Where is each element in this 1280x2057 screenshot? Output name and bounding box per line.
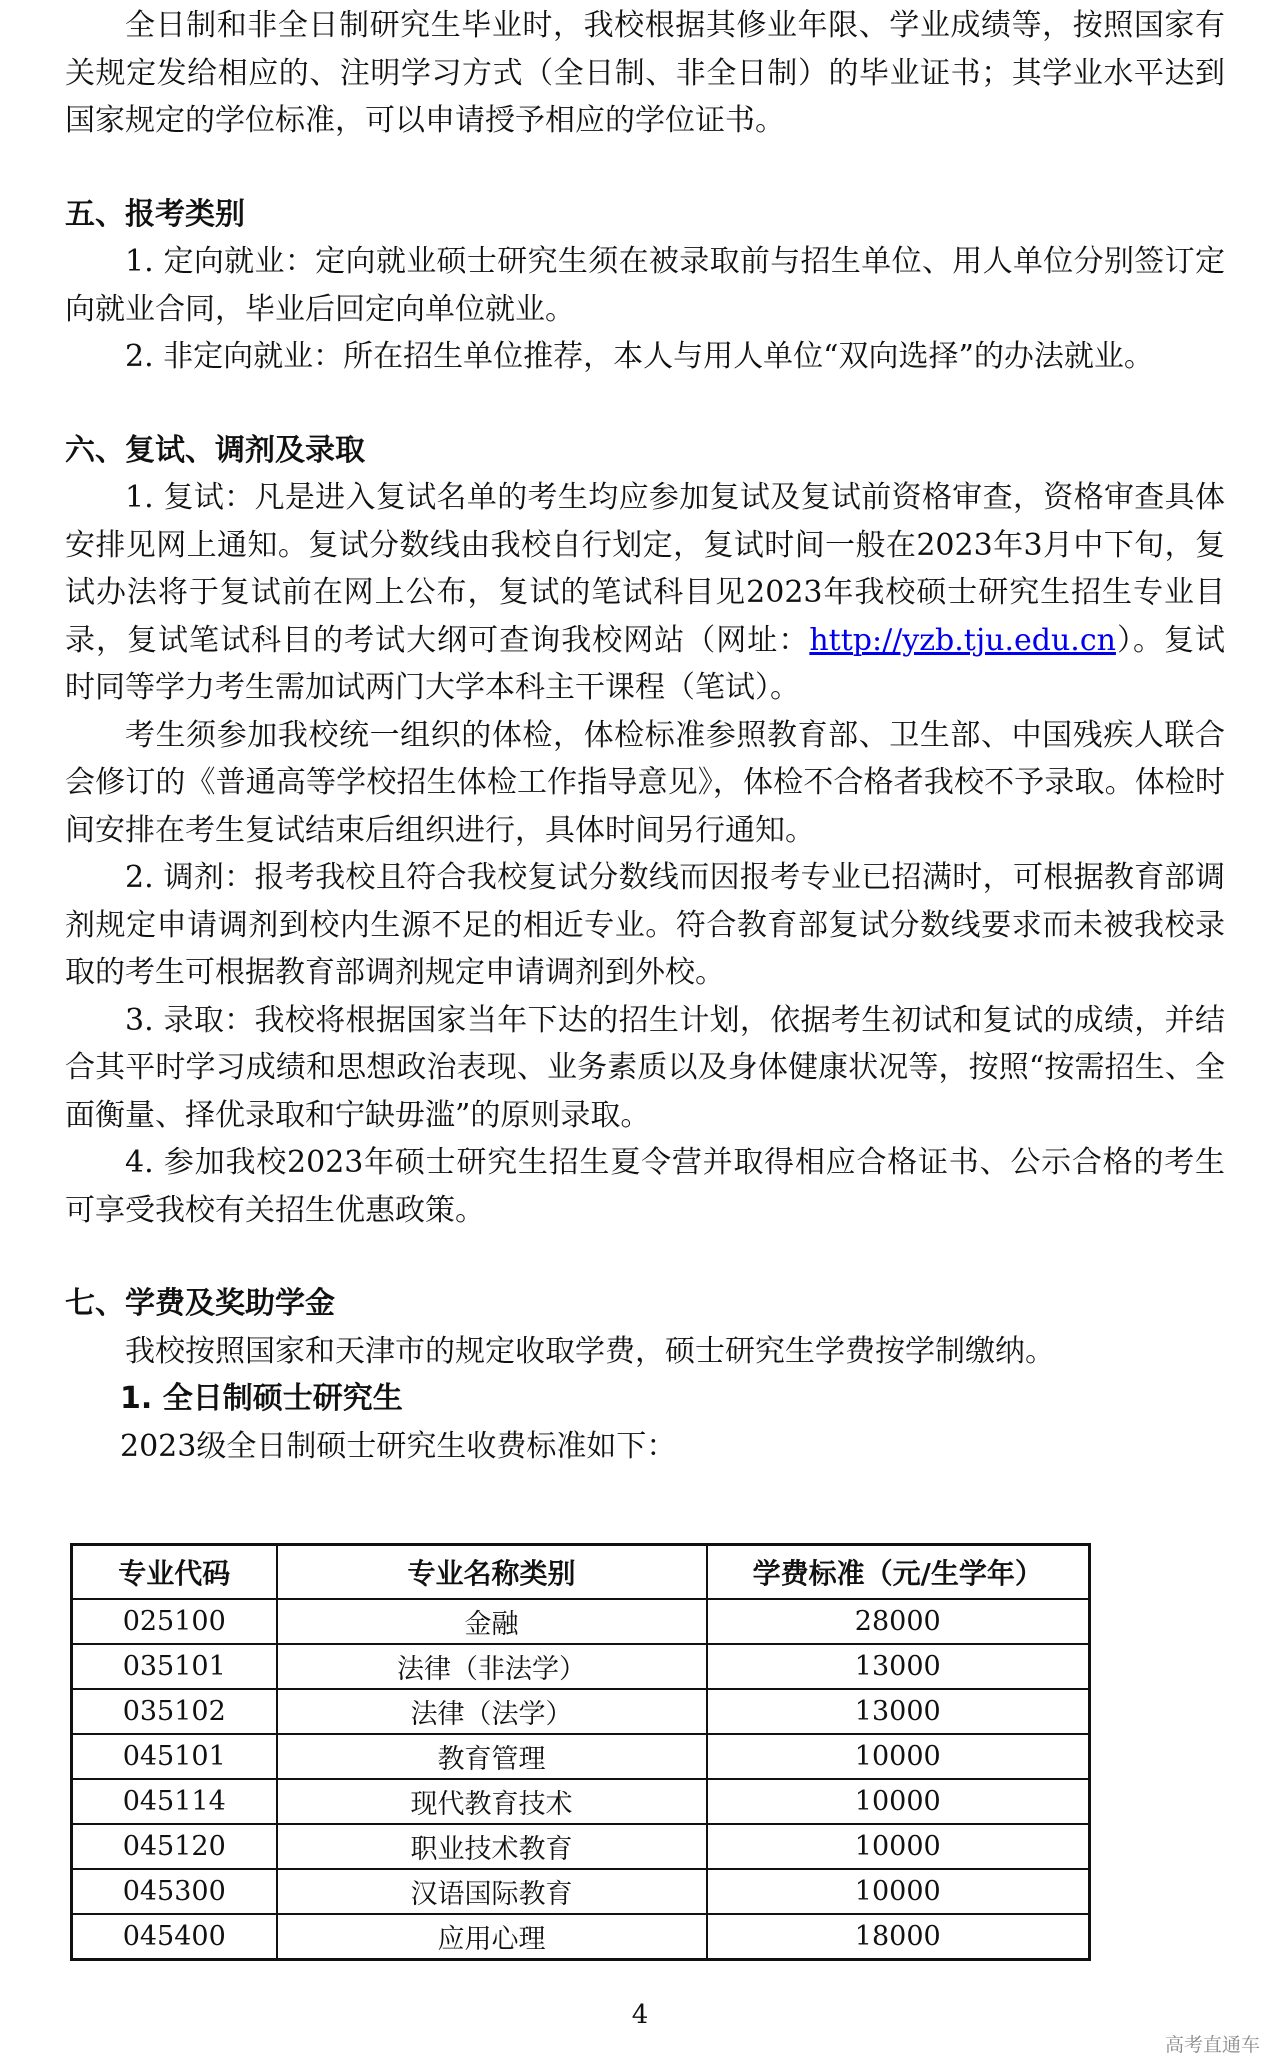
fee-table-header-row [72, 1545, 1090, 1600]
table-row [72, 1824, 1090, 1869]
cell-tuition: 10000 [707, 1779, 1090, 1824]
fee-table-caption: 2023级全日制硕士研究生收费标准如下： [120, 1428, 677, 1464]
table-row [72, 1689, 1090, 1734]
section5-heading: 五、报考类别 [65, 196, 245, 232]
header-major-code: 专业代码 [72, 1545, 277, 1600]
cell-major-name: 汉语国际教育 [277, 1869, 707, 1914]
cell-major-name: 法律（非法学） [277, 1644, 707, 1689]
section6-heading: 六、复试、调剂及录取 [65, 432, 365, 468]
cell-major-code: 045101 [72, 1734, 277, 1779]
admissions-website-link[interactable]: http://yzb.tju.edu.cn [809, 622, 1116, 658]
table-row [72, 1869, 1090, 1914]
cell-major-code: 025100 [72, 1599, 277, 1644]
section5-item2: 2. 非定向就业：所在招生单位推荐，本人与用人单位“双向选择”的办法就业。 [125, 339, 1154, 374]
cell-tuition: 13000 [707, 1689, 1090, 1734]
cell-tuition: 13000 [707, 1644, 1090, 1689]
section6-item2: 2. 调剂：报考我校且符合我校复试分数线而因报考专业已招满时，可根据教育部调剂规定申请调剂到校内生源不足的相近专业。符合教育部复试分数线要求而未被我校录取的考生可根据教育部调剂规定申请调剂到外校。 [65, 860, 1225, 990]
cell-major-name: 金融 [277, 1599, 707, 1644]
table-row [72, 1599, 1090, 1644]
section6-item1-text: 1. 复试：凡是进入复试名单的考生均应参加复试及复试前资格审查，资格审查具体安排见网上通知。复试分数线由我校自行划定，复试时间一般在2023年3月中下旬，复试办法将于复试前在网上公布，复试的笔试科目见2023年我校硕士研究生招生专业目录，复试笔试科目的考试大纲可查询我校网站（网址： [65, 480, 1225, 658]
document-page [65, 0, 1225, 1470]
cell-major-name: 教育管理 [277, 1734, 707, 1779]
section7-heading: 七、学费及奖助学金 [65, 1286, 335, 1321]
cell-tuition: 28000 [707, 1599, 1090, 1644]
table-row [72, 1914, 1090, 1960]
section6-item1-text-after: ）。复试时同等学力考生需加试两门大学本科主干课程（笔试）。 [65, 622, 1226, 705]
cell-tuition: 18000 [707, 1914, 1090, 1960]
degree-certificate-paragraph: 全日制和非全日制研究生毕业时，我校根据其修业年限、学业成绩等，按照国家有关规定发给相应的、注明学习方式（全日制、非全日制）的毕业证书；其学业水平达到国家规定的学位标准，可以申请授予相应的学位证书。 [65, 8, 1225, 138]
cell-major-name: 现代教育技术 [277, 1779, 707, 1824]
cell-major-code: 045300 [72, 1869, 277, 1914]
cell-major-name: 职业技术教育 [277, 1824, 707, 1869]
section7-intro: 我校按照国家和天津市的规定收取学费，硕士研究生学费按学制缴纳。 [125, 1333, 1055, 1369]
section6-item4: 4. 参加我校2023年硕士研究生招生夏令营并取得相应合格证书、公示合格的考生可享受我校有关招生优惠政策。 [65, 1145, 1225, 1228]
cell-tuition: 10000 [707, 1869, 1090, 1914]
cell-major-name: 应用心理 [277, 1914, 707, 1960]
section6-item1 [65, 474, 1225, 712]
table-row [72, 1779, 1090, 1824]
page-number: 4 [631, 2000, 649, 2030]
section7-subheading: 1. 全日制硕士研究生 [120, 1381, 403, 1416]
header-tuition: 学费标准（元/生学年） [707, 1545, 1090, 1600]
section5-item1: 1. 定向就业：定向就业硕士研究生须在被录取前与招生单位、用人单位分别签订定向就业合同，毕业后回定向单位就业。 [65, 244, 1225, 327]
cell-major-code: 045114 [72, 1779, 277, 1824]
cell-major-code: 035101 [72, 1644, 277, 1689]
header-major-name: 专业名称类别 [277, 1545, 707, 1600]
section6-medical-exam-paragraph: 考生须参加我校统一组织的体检，体检标准参照教育部、卫生部、中国残疾人联合会修订的《普通高等学校招生体检工作指导意见》，体检不合格者我校不予录取。体检时间安排在考生复试结束后组织进行，具体时间另行通知。 [65, 717, 1225, 848]
cell-tuition: 10000 [707, 1824, 1090, 1869]
fee-table [70, 1543, 1091, 1961]
table-row [72, 1734, 1090, 1779]
watermark: 高考直通车 [1164, 2034, 1260, 2056]
cell-major-code: 045120 [72, 1824, 277, 1869]
cell-major-code: 045400 [72, 1914, 277, 1960]
cell-major-code: 035102 [72, 1689, 277, 1734]
table-row [72, 1644, 1090, 1689]
cell-major-name: 法律（法学） [277, 1689, 707, 1734]
section6-item3: 3. 录取：我校将根据国家当年下达的招生计划，依据考生初试和复试的成绩，并结合其平时学习成绩和思想政治表现、业务素质以及身体健康状况等，按照“按需招生、全面衡量、择优录取和宁缺毋滥”的原则录取。 [65, 1002, 1225, 1133]
cell-tuition: 10000 [707, 1734, 1090, 1779]
